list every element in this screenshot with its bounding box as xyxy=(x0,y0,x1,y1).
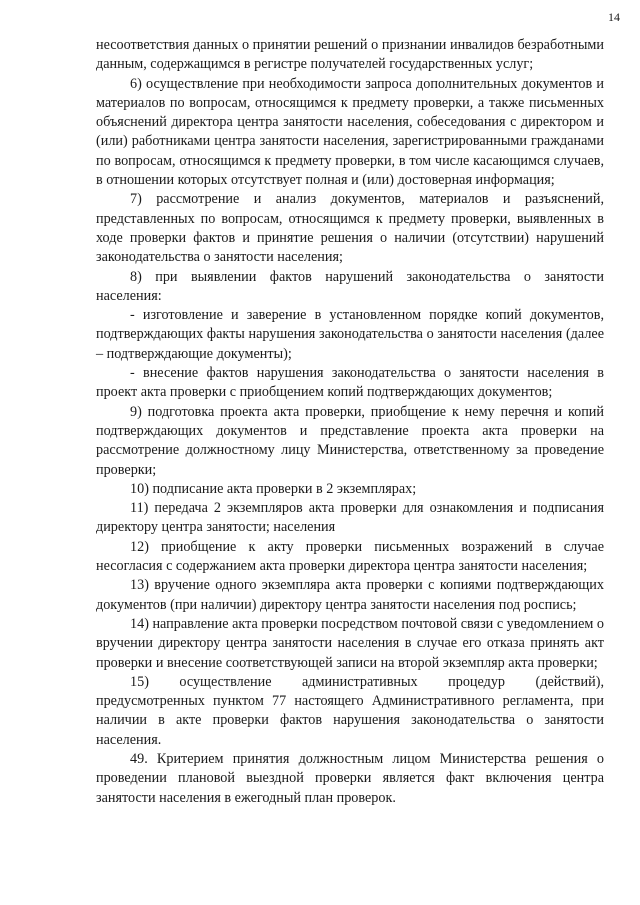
paragraph-item-12: 12) приобщение к акту проверки письменных возражений в случае несогласия с содержанием акта проверки директора центра занятости населения; xyxy=(96,538,604,575)
paragraph-item-14: 14) направление акта проверки посредством почтовой связи с уведомлением о вручении директору центра занятости населения в случае его отказа принять акт проверки и внесение соответствующей записи на второй экземпляр акта проверки; xyxy=(96,615,604,671)
page-number: 14 xyxy=(608,10,620,24)
paragraph-subitem-violations: - внесение фактов нарушения законодательства о занятости населения в проект акта проверки с приобщением копий подтверждающих документов; xyxy=(96,365,604,401)
paragraph-item-6: 6) осуществление при необходимости запроса дополнительных документов и материалов по вопросам, относящимся к предмету проверки, а также письменных объяснений директора центра занятости населения, собеседования с директором и (или) работниками центра занятости населения, зарегистрированными гражданами по вопросам, относящимся к предмету проверки, в том числе касающимся случаев, в отношении которых отсутствует полная и (или) достоверная информация; xyxy=(96,75,604,189)
paragraph-item-11: 11) передача 2 экземпляров акта проверки для ознакомления и подписания директору центра занятости; населения xyxy=(96,500,604,536)
paragraph-continuation: несоответствия данных о принятии решений о признании инвалидов безработными данным, содержащимся в регистре получателей государственных услуг; xyxy=(96,37,604,73)
document-body xyxy=(96,36,604,808)
paragraph-subitem-copies: - изготовление и заверение в установленном порядке копий документов, подтверждающих факты нарушения законодательства о занятости населения (далее – подтверждающие документы); xyxy=(96,307,604,362)
paragraph-item-13: 13) вручение одного экземпляра акта проверки с копиями подтверждающих документов (при наличии) директору центра занятости населения под роспись; xyxy=(96,577,604,613)
paragraph-item-8: 8) при выявлении фактов нарушений законодательства о занятости населения: xyxy=(96,268,604,304)
paragraph-item-15: 15) осуществление административных процедур (действий), предусмотренных пунктом 77 настоящего Административного регламента, при наличии в акте проверки фактов нарушения законодательства о занятости населения. xyxy=(96,673,604,748)
paragraph-item-7: 7) рассмотрение и анализ документов, материалов и разъяснений, представленных по вопросам, относящимся к предмету проверки, выявленных в ходе проверки фактов и принятие решения о наличии (отсутствии) нарушений законодательства о занятости населения; xyxy=(96,191,604,266)
paragraph-section-49: 49. Критерием принятия должностным лицом Министерства решения о проведении плановой выездной проверки является факт включения центра занятости населения в ежегодный план проверок. xyxy=(96,750,604,806)
paragraph-item-10: 10) подписание акта проверки в 2 экземплярах; xyxy=(130,480,417,497)
paragraph-item-9: 9) подготовка проекта акта проверки, приобщение к нему перечня и копий подтверждающих документов и представление проекта акта проверки на рассмотрение должностному лицу Министерства, ответственному за проведение проверки; xyxy=(96,403,604,478)
